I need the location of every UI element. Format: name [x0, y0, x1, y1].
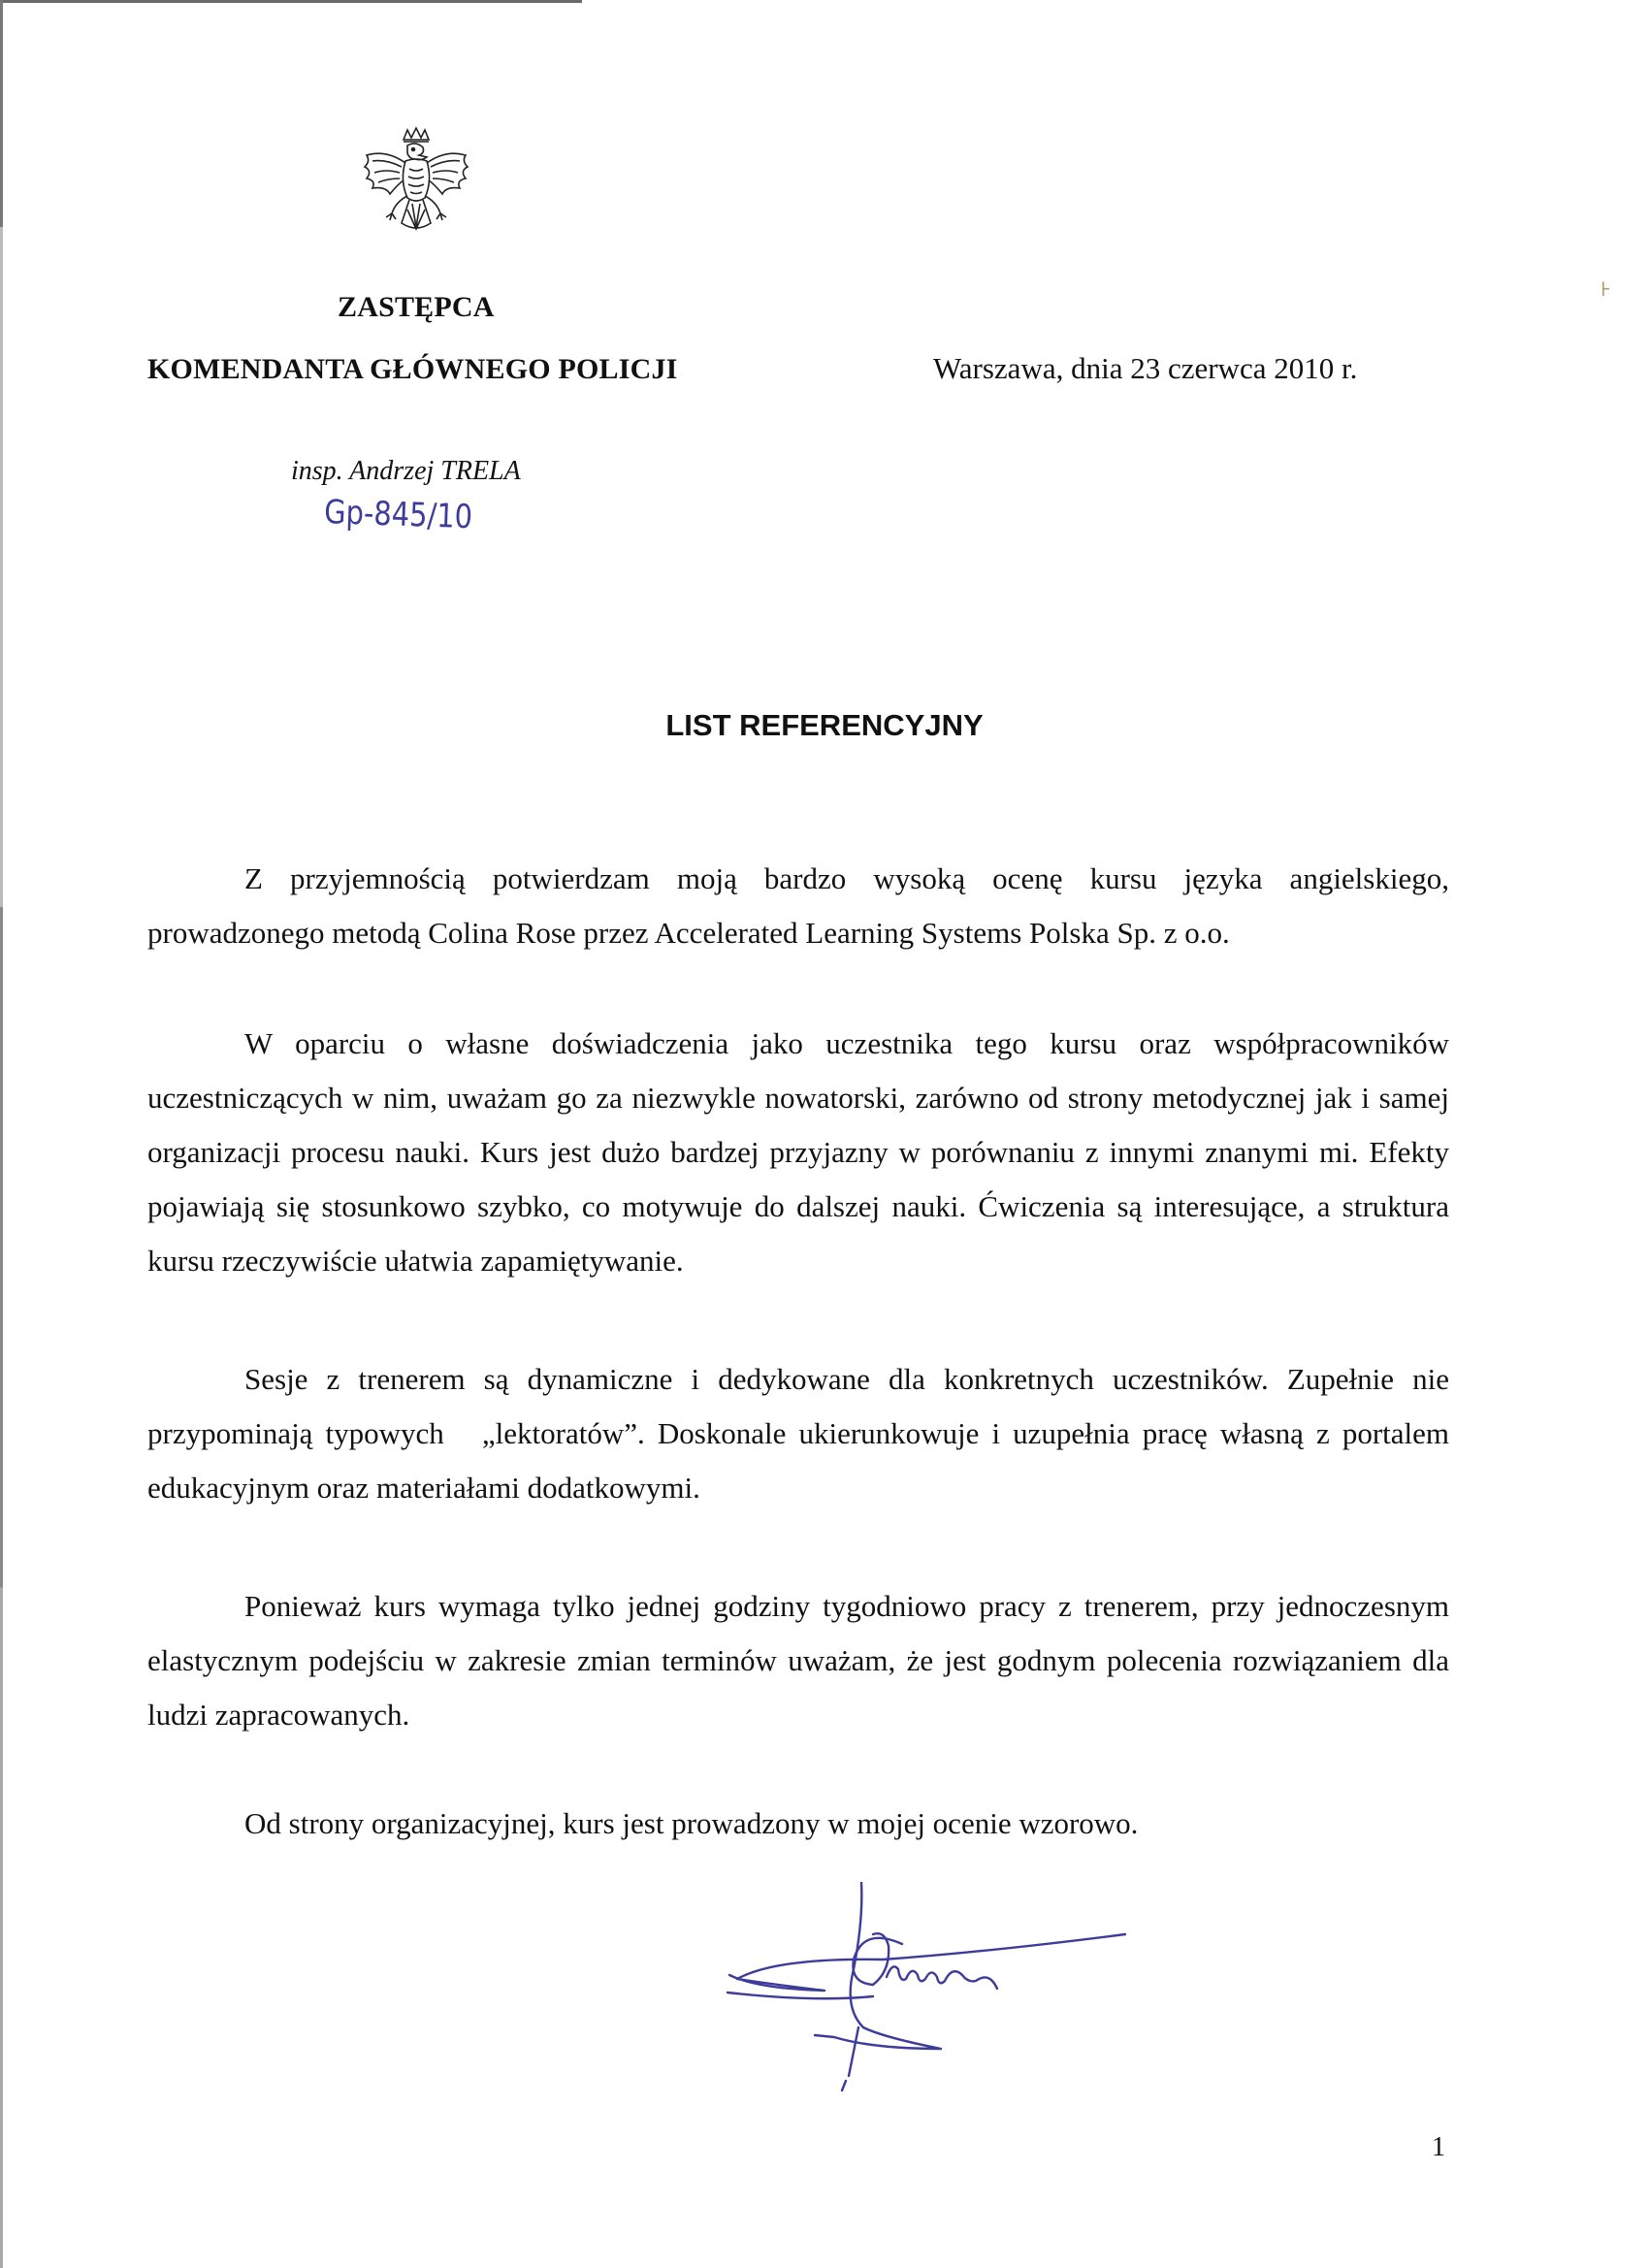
paragraph-5: Od strony organizacyjnej, kurs jest prowadzony w mojej ocenie wzorowo.: [244, 1806, 1139, 1840]
eagle-emblem-icon: [357, 126, 475, 248]
scan-edge-left: [0, 0, 3, 2268]
signature-icon: [718, 1882, 1300, 2134]
signer-name: insp. Andrzej TRELA: [291, 456, 521, 486]
page-number: 1: [1432, 2132, 1445, 2162]
paragraph-4: Ponieważ kurs wymaga tylko jednej godziny tygodniowo pracy z trenerem, przy jednoczesnym elastycznym podejściu w zakresie zmian terminów uważam, że jest godnym polecenia rozwiązaniem dla ludzi zapracowanych.: [147, 1589, 1449, 1732]
document-title: LIST REFERENCYJNY: [665, 708, 984, 742]
margin-mark: ⊦: [1600, 279, 1612, 301]
place-and-date: Warszawa, dnia 23 czerwca 2010 r.: [933, 351, 1358, 385]
paragraph-1: Z przyjemnością potwierdzam moją bardzo wysoką ocenę kursu języka angielskiego, prowadzonego metodą Colina Rose przez Accelerated Learning Systems Polska Sp. z o.o.: [147, 861, 1449, 950]
paragraph-3: Sesje z trenerem są dynamiczne i dedykowane dla konkretnych uczestników. Zupełnie nie przypominają typowych „lektoratów”. Doskonale ukierunkowuje i uzupełnia pracę własną z portalem edukacyjnym oraz materiałami dodatkowymi.: [147, 1362, 1449, 1505]
paragraph-2: W oparciu o własne doświadczenia jako uczestnika tego kursu oraz współpracowników uczestniczących w nim, uważam go za niezwykle nowatorski, zarówno od strony metodycznej jak i samej organizacji procesu nauki. Kurs jest dużo bardzej przyjazny w porównaniu z innymi znanymi mi. Efekty pojawiają się stosunkowo szybko, co motywuje do dalszej nauki. Ćwiczenia są interesujące, a struktura kursu rzeczywiście ułatwia zapamiętywanie.: [147, 1026, 1449, 1278]
office-title-line2: KOMENDANTA GŁÓWNEGO POLICJI: [147, 353, 678, 385]
scan-edge-top: [0, 0, 582, 3]
reference-number: Gp-845/10: [323, 493, 473, 537]
office-title-line1: ZASTĘPCA: [338, 291, 495, 323]
